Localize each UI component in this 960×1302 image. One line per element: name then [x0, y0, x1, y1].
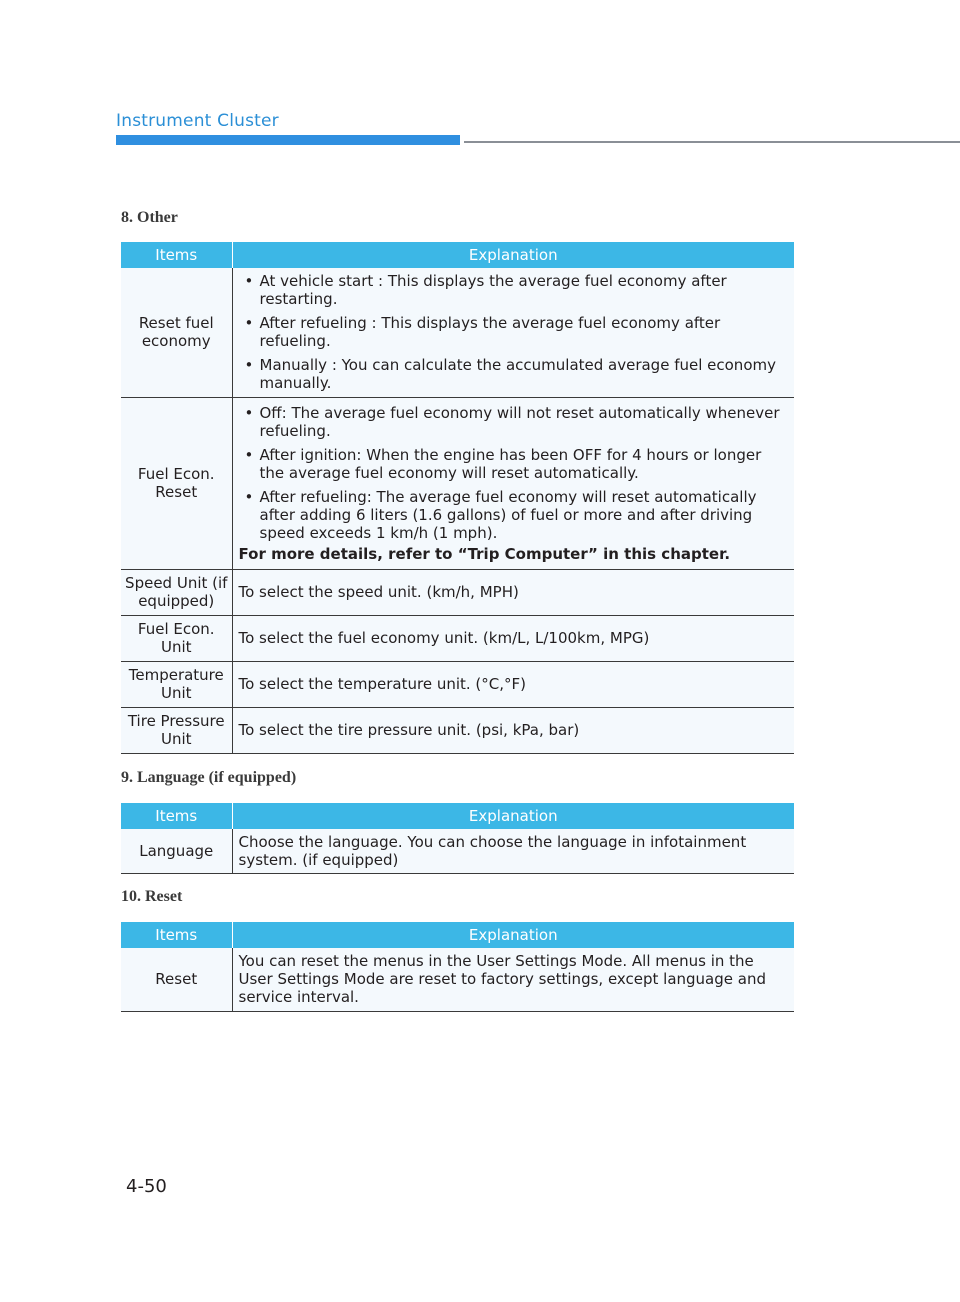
header-rule [464, 141, 960, 143]
other-settings-table [121, 242, 794, 754]
item-cell: Speed Unit (if equipped) [121, 569, 232, 615]
explanation-cell: To select the tire pressure unit. (psi, kPa, bar) [232, 707, 794, 753]
item-cell: Fuel Econ. Reset [121, 397, 232, 569]
reference-note: For more details, refer to “Trip Computer” in this chapter. [238, 544, 731, 563]
column-header-explanation: Explanation [232, 242, 794, 268]
section-heading-other: 8. Other [121, 209, 178, 226]
explanation-cell: Choose the language. You can choose the language in infotainment system. (if equipped) [232, 829, 794, 874]
column-header-items: Items [121, 242, 232, 268]
item-cell: Reset fuel economy [121, 268, 232, 397]
table-row [121, 829, 794, 874]
list-item: • After refueling: The average fuel economy will reset automatically after adding 6 liters (1.6 gallons) of fuel or more and after driving speed exceeds 1 km/h (1 mph). [239, 488, 789, 542]
list-item: • Off: The average fuel economy will not reset automatically whenever refueling. [239, 404, 789, 440]
section-heading-language: 9. Language (if equipped) [121, 769, 297, 786]
explanation-cell [232, 397, 794, 569]
reset-table [121, 922, 794, 1012]
table-header-row [121, 242, 794, 268]
item-cell: Reset [121, 948, 232, 1011]
table-row [121, 948, 794, 1011]
column-header-explanation: Explanation [232, 922, 794, 948]
table-row [121, 569, 794, 615]
table-row [121, 707, 794, 753]
explanation-cell: You can reset the menus in the User Settings Mode. All menus in the User Settings Mode are reset to factory settings, except language and service interval. [232, 948, 794, 1011]
chapter-title: Instrument Cluster [116, 111, 279, 131]
page-number: 4-50 [126, 1176, 167, 1197]
list-item: • At vehicle start : This displays the average fuel economy after restarting. [239, 272, 789, 308]
list-item: • Manually : You can calculate the accumulated average fuel economy manually. [239, 356, 789, 392]
table-header-row [121, 922, 794, 948]
column-header-items: Items [121, 803, 232, 829]
table-row [121, 268, 794, 397]
section-heading-reset: 10. Reset [121, 888, 183, 905]
column-header-explanation: Explanation [232, 803, 794, 829]
table-row [121, 397, 794, 569]
table-row [121, 661, 794, 707]
explanation-cell [232, 268, 794, 397]
table-header-row [121, 803, 794, 829]
language-table [121, 803, 794, 874]
list-item: • After ignition: When the engine has been OFF for 4 hours or longer the average fuel economy will reset automatically. [239, 446, 789, 482]
explanation-cell: To select the fuel economy unit. (km/L, L/100km, MPG) [232, 615, 794, 661]
explanation-cell: To select the temperature unit. (°C,°F) [232, 661, 794, 707]
item-cell: Language [121, 829, 232, 874]
item-cell: Tire Pressure Unit [121, 707, 232, 753]
explanation-cell: To select the speed unit. (km/h, MPH) [232, 569, 794, 615]
item-cell: Temperature Unit [121, 661, 232, 707]
list-item: • After refueling : This displays the average fuel economy after refueling. [239, 314, 789, 350]
table-row [121, 615, 794, 661]
item-cell: Fuel Econ. Unit [121, 615, 232, 661]
header-rule-accent [116, 135, 460, 145]
column-header-items: Items [121, 922, 232, 948]
